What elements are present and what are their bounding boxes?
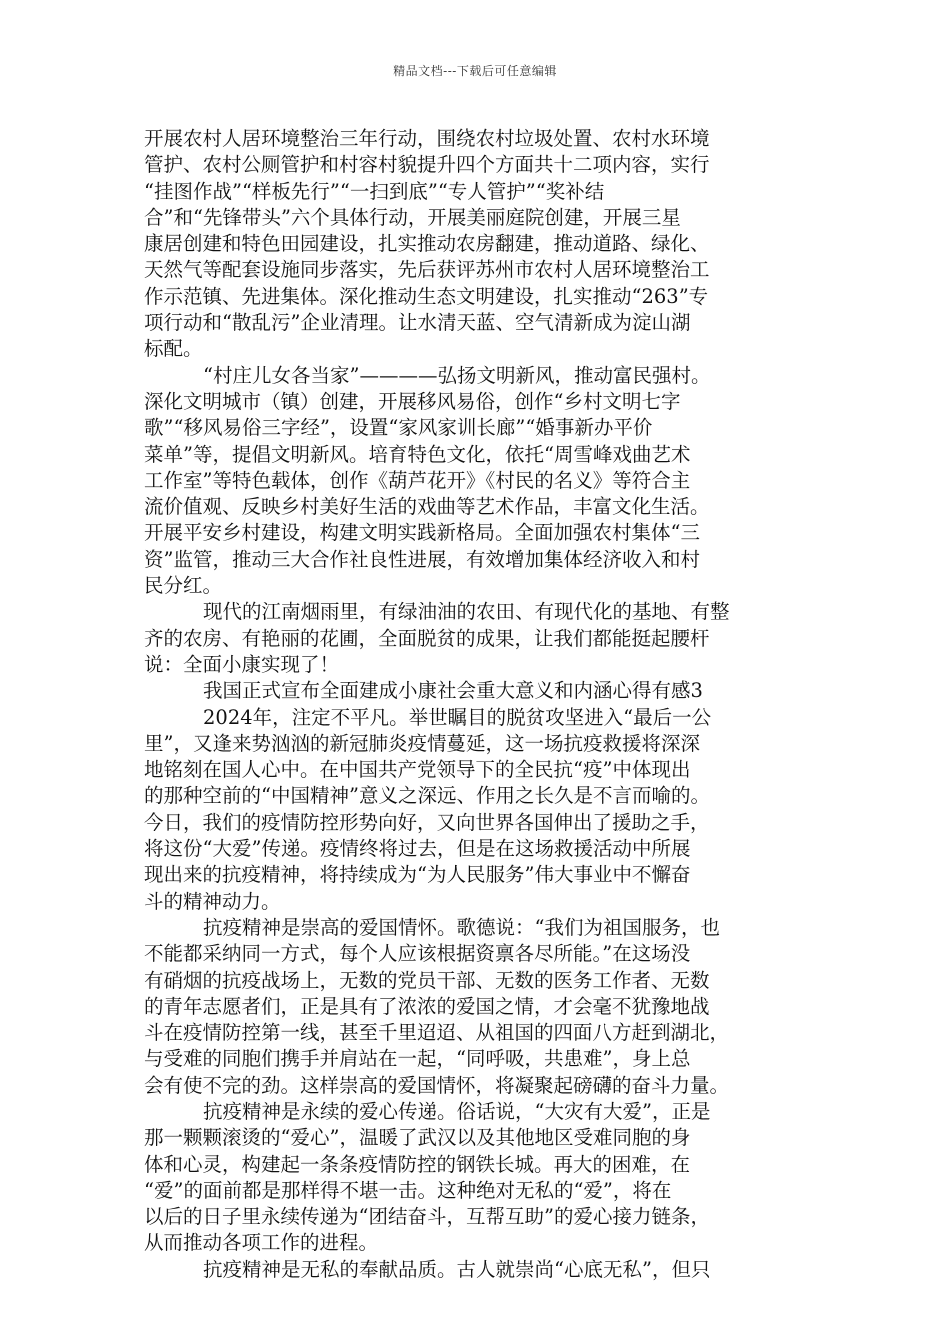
text-line: 深化文明城市（镇）创建，开展移风易俗，创作“乡村文明七字 — [144, 389, 681, 413]
text-line: 体和心灵，构建起一条条疫情防控的钢铁长城。再大的困难，在 — [144, 1152, 691, 1176]
text-line: 作示范镇、先进集体。深化推动生态文明建设，扎实推动“263”专 — [144, 284, 709, 308]
text-line: 会有使不完的劲。这样崇高的爱国情怀，将凝聚起磅礴的奋斗力量。 — [144, 1073, 730, 1097]
text-line: 将这份“大爱”传递。疫情终将过去，但是在这场救援活动中所展 — [144, 837, 691, 861]
text-line: 从而推动各项工作的进程。 — [144, 1231, 379, 1255]
text-line: 民分红。 — [144, 574, 223, 598]
text-line: 有硝烟的抗疫战场上，无数的党员干部、无数的医务工作者、无数 — [144, 968, 710, 992]
text-line: 开展平安乡村建设，构建文明实践新格局。全面加强农村集体“三 — [144, 521, 700, 545]
text-line: 康居创建和特色田园建设，扎实推动农房翻建，推动道路、绿化、 — [144, 232, 710, 256]
text-line: “村庄儿女各当家”————弘扬文明新风，推动富民强村。 — [203, 363, 711, 387]
text-line: 齐的农房、有艳丽的花圃，全面脱贫的成果，让我们都能挺起腰杆 — [144, 626, 710, 650]
text-line: 项行动和“散乱污”企业清理。让水清天蓝、空气清新成为淀山湖 — [144, 311, 691, 335]
text-line: 抗疫精神是崇高的爱国情怀。歌德说：“我们为祖国服务，也 — [203, 915, 720, 939]
text-line: 与受难的同胞们携手并肩站在一起，“同呼吸，共患难”，身上总 — [144, 1047, 691, 1071]
text-line: 的那种空前的“中国精神”意义之深远、作用之长久是不言而喻的。 — [144, 784, 710, 808]
text-line: 2024年，注定不平凡。举世瞩目的脱贫攻坚进入“最后一公 — [203, 705, 712, 729]
text-line: 说：全面小康实现了！ — [144, 652, 340, 676]
page-header: 精品文档---下载后可任意编辑 — [393, 64, 557, 78]
text-line: 标配。 — [144, 337, 203, 361]
text-line: 抗疫精神是永续的爱心传递。俗话说，“大灾有大爱”，正是 — [203, 1099, 711, 1123]
text-line: 以后的日子里永续传递为“团结奋斗，互帮互助”的爱心接力链条， — [144, 1205, 710, 1229]
document-body — [144, 126, 814, 1283]
text-line: 我国正式宣布全面建成小康社会重大意义和内涵心得有感3 — [203, 679, 703, 703]
text-line: “挂图作战”“样板先行”“一扫到底”“专人管护”“奖补结 — [144, 179, 605, 203]
text-line: 的青年志愿者们，正是具有了浓浓的爱国之情，才会毫不犹豫地战 — [144, 994, 710, 1018]
text-line: 管护、农村公厕管护和村容村貌提升四个方面共十二项内容，实行 — [144, 153, 710, 177]
text-line: 歌”“移风易俗三字经”，设置“家风家训长廊”“婚事新办平价 — [144, 416, 653, 440]
text-line: 现代的江南烟雨里，有绿油油的农田、有现代化的基地、有整 — [203, 600, 730, 624]
text-line: 今日，我们的疫情防控形势向好，又向世界各国伸出了援助之手， — [144, 810, 710, 834]
text-line: 里”，又逢来势汹汹的新冠肺炎疫情蔓延，这一场抗疫救援将深深 — [144, 731, 700, 755]
text-line: 菜单”等，提倡文明新风。培育特色文化，依托“周雪峰戏曲艺术 — [144, 442, 691, 466]
text-line: 天然气等配套设施同步落实，先后获评苏州市农村人居环境整治工 — [144, 258, 710, 282]
text-line: 抗疫精神是无私的奉献品质。古人就崇尚“心底无私”，但只 — [203, 1257, 711, 1281]
text-line: 工作室”等特色载体，创作《葫芦花开》《村民的名义》等符合主 — [144, 468, 691, 492]
text-line: 流价值观、反映乡村美好生活的戏曲等艺术作品，丰富文化生活。 — [144, 495, 710, 519]
text-line: 资”监管，推动三大合作社良性进展，有效增加集体经济收入和村 — [144, 547, 700, 571]
text-line: 那一颗颗滚烫的“爱心”，温暖了武汉以及其他地区受难同胞的身 — [144, 1126, 691, 1150]
text-line: 开展农村人居环境整治三年行动，围绕农村垃圾处置、农村水环境 — [144, 127, 710, 150]
text-line: 地铭刻在国人心中。在中国共产党领导下的全民抗“疫”中体现出 — [144, 758, 691, 782]
text-line: “爱”的面前都是那样得不堪一击。这种绝对无私的“爱”，将在 — [144, 1178, 672, 1202]
text-line: 合”和“先锋带头”六个具体行动，开展美丽庭院创建，开展三星 — [144, 205, 681, 229]
text-line: 现出来的抗疫精神，将持续成为“为人民服务”伟大事业中不懈奋 — [144, 863, 691, 887]
text-line: 斗的精神动力。 — [144, 889, 281, 913]
text-line: 斗在疫情防控第一线，甚至千里迢迢、从祖国的四面八方赶到湖北， — [144, 1021, 730, 1045]
text-line: 不能都采纳同一方式，每个人应该根据资禀各尽所能。”在这场没 — [144, 942, 691, 966]
